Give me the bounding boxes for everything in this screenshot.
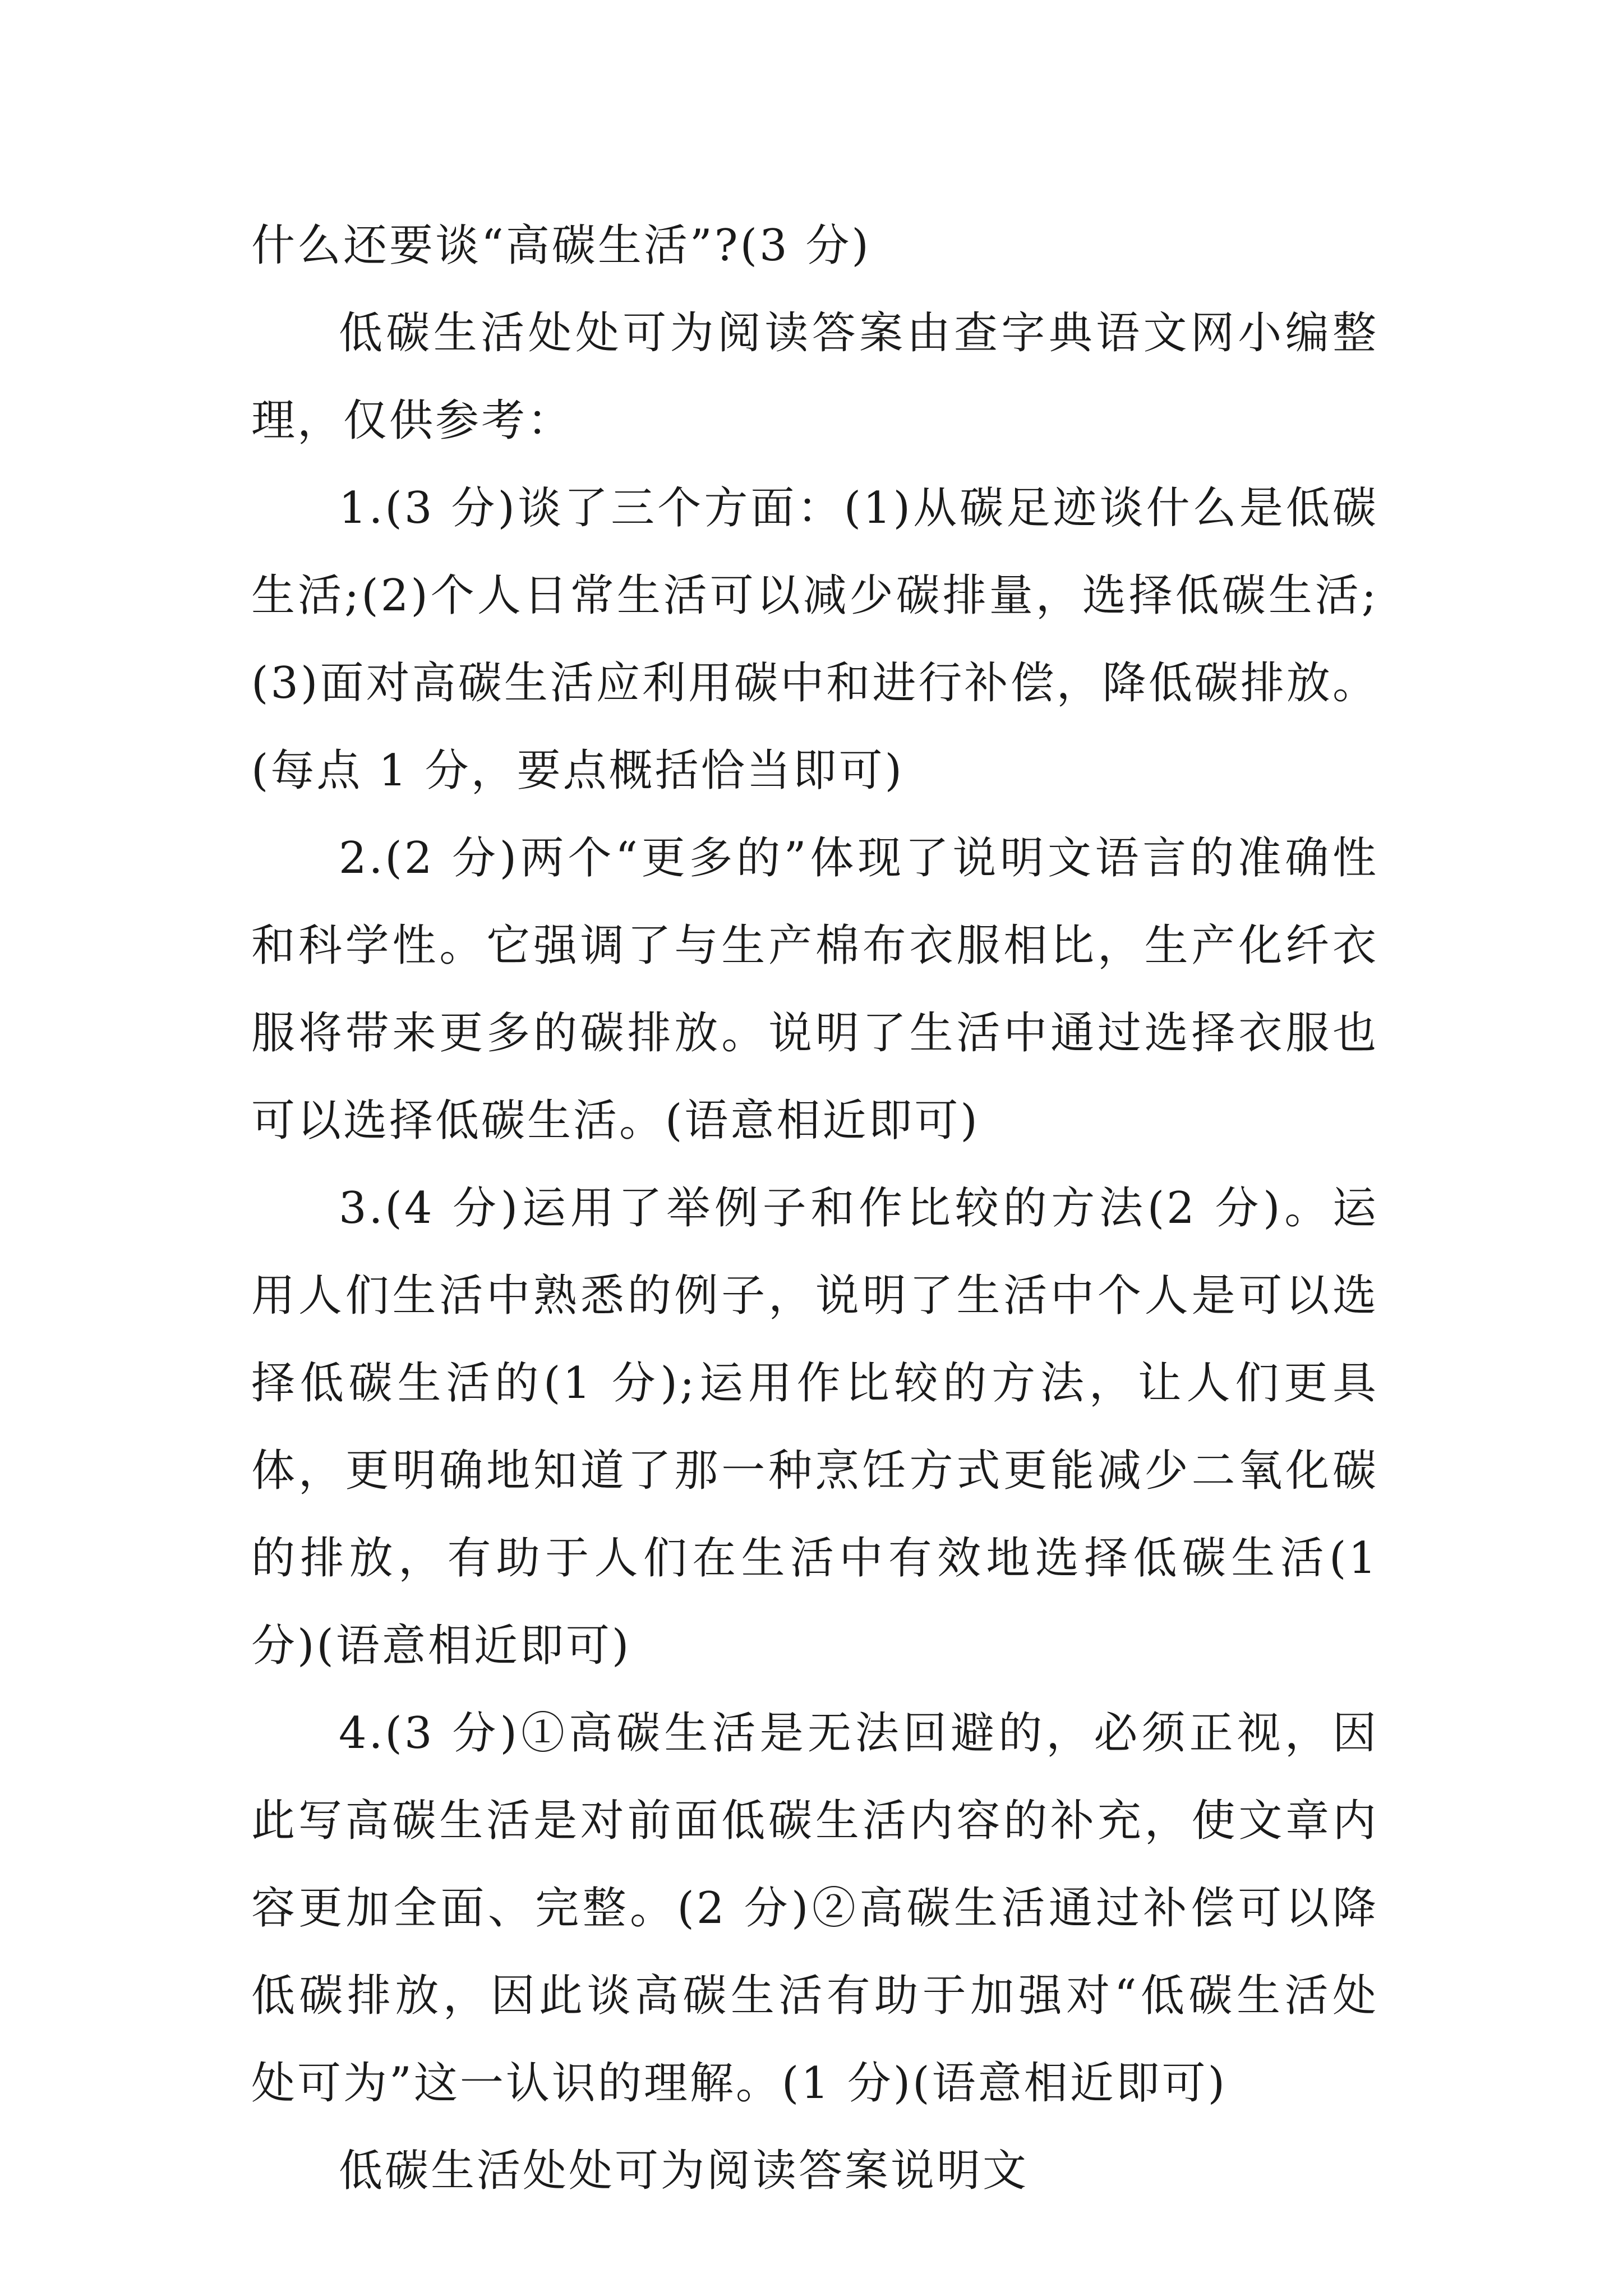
answer-1: 1.(3 分)谈了三个方面：(1)从碳足迹谈什么是低碳生活;(2)个人日常生活可以减少碳排量，选择低碳生活;(3)面对高碳生活应利用碳中和进行补偿，降低碳排放。(每点 1 分，要点概括恰当即可) bbox=[251, 483, 1378, 796]
answer-2: 2.(2 分)两个“更多的”体现了说明文语言的准确性和科学性。它强调了与生产棉布衣服相比，生产化纤衣服将带来更多的碳排放。说明了生活中通过选择衣服也可以选择低碳生活。(语意相近即可) bbox=[251, 833, 1378, 1146]
answer-4: 4.(3 分)①高碳生活是无法回避的，必须正视，因此写高碳生活是对前面低碳生活内容的补充，使文章内容更加全面、完整。(2 分)②高碳生活通过补偿可以降低碳排放，因此谈高碳生活有助于加强对“低碳生活处处可为”这一认识的理解。(1 分)(语意相近即可) bbox=[251, 1708, 1378, 2109]
answer-3: 3.(4 分)运用了举例子和作比较的方法(2 分)。运用人们生活中熟悉的例子，说明了生活中个人是可以选择低碳生活的(1 分);运用作比较的方法，让人们更具体，更明确地知道了那一种烹饪方式更能减少二氧化碳的排放，有助于人们在生活中有效地选择低碳生活(1 分)(语意相近即可) bbox=[251, 1183, 1378, 1671]
answer-intro: 低碳生活处处可为阅读答案由查字典语文网小编整理，仅供参考： bbox=[251, 308, 1378, 446]
document-body bbox=[251, 202, 1378, 2215]
question-fragment: 什么还要谈“高碳生活”?(3 分) bbox=[251, 220, 871, 271]
closing-line: 低碳生活处处可为阅读答案说明文 bbox=[339, 2146, 1029, 2196]
